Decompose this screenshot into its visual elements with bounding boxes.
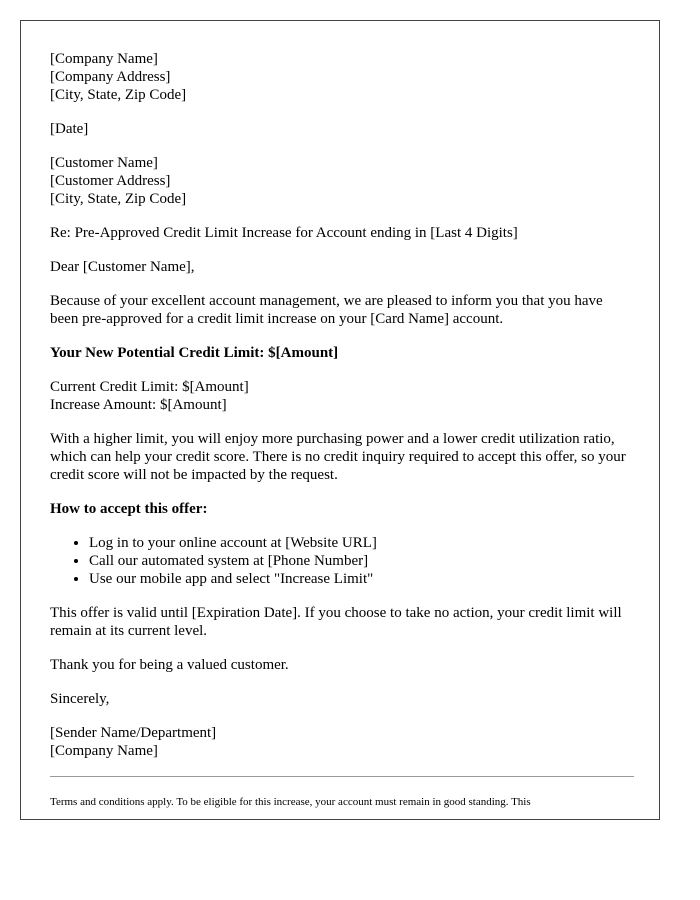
validity-paragraph: This offer is valid until [Expiration Date]. If you choose to take no action, your credit limit will remain at its current level.	[50, 605, 622, 639]
signature-block	[50, 724, 634, 760]
sender-company-address: [Company Address]	[50, 69, 171, 85]
recipient-address: [Customer Address]	[50, 173, 171, 189]
sender-address-block	[50, 50, 634, 104]
signature-company-name: [Company Name]	[50, 743, 158, 759]
list-item: • Use our mobile app and select "Increase Limit"	[89, 570, 634, 588]
list-item: • Log in to your online account at [Website URL]	[89, 534, 634, 552]
benefits-paragraph: With a higher limit, you will enjoy more purchasing power and a lower credit utilization ratio, which can help your credit score. There is no credit inquiry required to accept this offer, so your credit score will not be impacted by the request.	[50, 431, 626, 483]
increase-amount: Increase Amount: $[Amount]	[50, 397, 227, 413]
sender-company-name: [Company Name]	[50, 51, 158, 67]
accept-options-list	[50, 534, 634, 588]
intro-paragraph: Because of your excellent account management, we are pleased to inform you that you have been pre-approved for a credit limit increase on your [Card Name] account.	[50, 293, 603, 327]
list-item: • Call our automated system at [Phone Number]	[89, 552, 634, 570]
thanks-line: Thank you for being a valued customer.	[50, 657, 289, 673]
recipient-name: [Customer Name]	[50, 155, 158, 171]
letter-body	[50, 50, 634, 809]
closing-line: Sincerely,	[50, 691, 110, 707]
limit-details	[50, 378, 634, 414]
signature-sender-name: [Sender Name/Department]	[50, 725, 217, 741]
current-limit: Current Credit Limit: $[Amount]	[50, 379, 249, 395]
footer-divider	[50, 776, 634, 777]
accept-heading: How to accept this offer:	[50, 501, 208, 517]
subject-line: Re: Pre-Approved Credit Limit Increase for Account ending in [Last 4 Digits]	[50, 225, 518, 241]
recipient-address-block	[50, 154, 634, 208]
footer-terms: Terms and conditions apply. To be eligible for this increase, your account must remain in good standing. This	[50, 796, 531, 808]
letter-date: [Date]	[50, 121, 89, 137]
recipient-city-state-zip: [City, State, Zip Code]	[50, 191, 187, 207]
letter-page	[20, 20, 660, 820]
new-limit-heading: Your New Potential Credit Limit: $[Amount]	[50, 345, 339, 361]
sender-city-state-zip: [City, State, Zip Code]	[50, 87, 187, 103]
salutation: Dear [Customer Name],	[50, 259, 195, 275]
